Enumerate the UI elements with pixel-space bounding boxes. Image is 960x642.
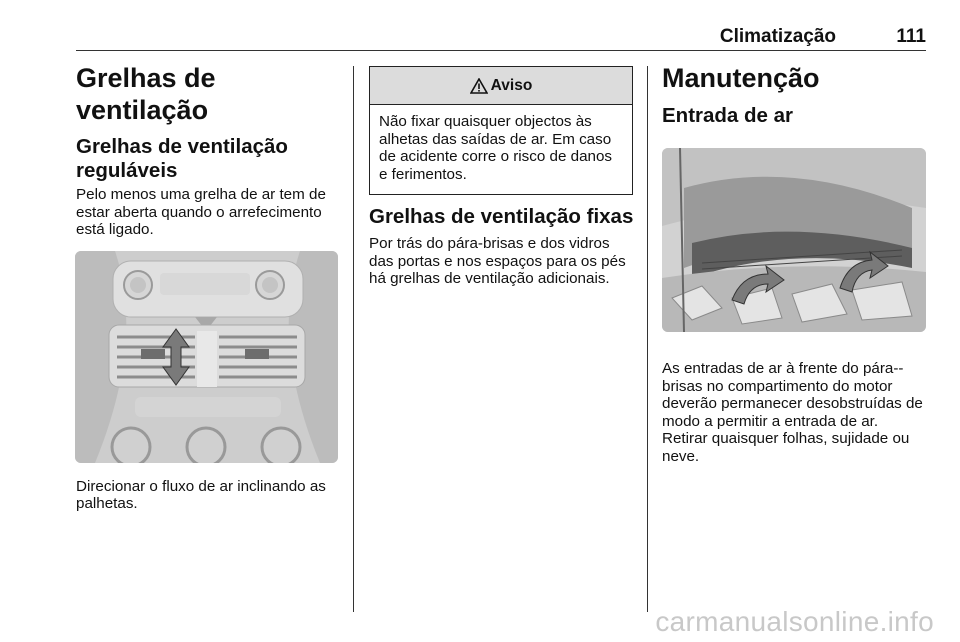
watermark: carmanualsonline.info xyxy=(655,606,934,637)
col3-heading: Manutenção xyxy=(662,63,820,93)
page-header xyxy=(76,26,926,52)
header-rule xyxy=(76,50,926,51)
col3-paragraph: As entradas de ar à frente do pára--brisas no compartimento do motor deverão permanecer desobstruídas de modo a permitir a entrada de ar. Retirar quaisquer folhas, sujidade ou neve. xyxy=(662,360,923,465)
page-number: 111 xyxy=(896,26,926,47)
col1-subheading: Grelhas de ventilação reguláveis xyxy=(76,135,288,182)
col2-paragraph: Por trás do pára-brisas e dos vidros das portas e nos espaços para os pés há grelhas de ventilação adicionais. xyxy=(369,235,626,287)
warning-text: Não fixar quaisquer objectos às alhetas das saídas de ar. Em caso de acidente corre o risco de danos e ferimentos. xyxy=(379,113,613,183)
warning-box xyxy=(369,66,633,195)
warning-triangle-icon xyxy=(470,78,488,94)
column-2 xyxy=(369,205,634,288)
col1-heading: Grelhas de ventilação xyxy=(76,63,216,125)
column-1 xyxy=(76,60,341,513)
vent-adjust-illustration-icon xyxy=(75,251,338,463)
air-inlet-illustration-icon xyxy=(662,148,926,332)
col1-paragraph-2: Direcionar o fluxo de ar inclinando as palhetas. xyxy=(76,477,326,512)
column-divider-1 xyxy=(353,66,354,612)
warning-header xyxy=(370,67,632,105)
col3-subheading: Entrada de ar xyxy=(662,104,794,127)
warning-title: Aviso xyxy=(490,76,533,94)
col1-paragraph-1: Pelo menos uma grelha de ar tem de estar aberta quando o arrefecimento está ligado. xyxy=(76,186,326,238)
column-3 xyxy=(662,60,926,465)
col2-subheading: Grelhas de ventilação fixas xyxy=(369,205,634,228)
column-divider-2 xyxy=(647,66,648,612)
section-title: Climatização xyxy=(719,26,836,47)
